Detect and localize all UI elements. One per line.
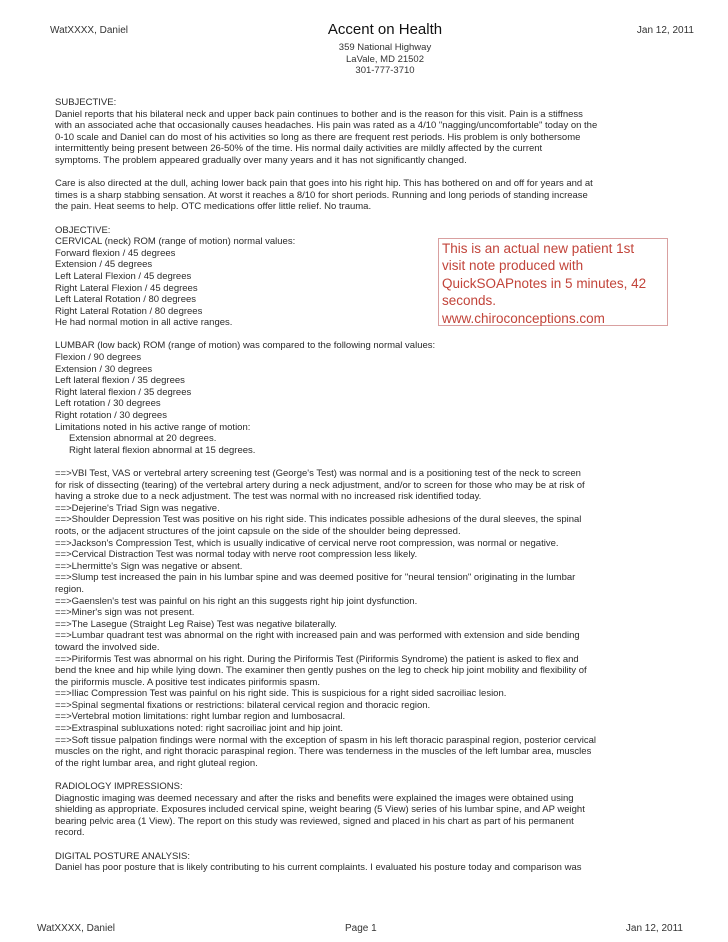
text-line: ==>Dejerine's Triad Sign was negative. — [55, 502, 220, 514]
text-line: ==>Shoulder Depression Test was positive on his right side. This indicates possible adhesions of the dural sleeves, the spinal — [55, 514, 582, 526]
text-line: ==>Lumbar quadrant test was abnormal on the right with increased pain and was performed with extension and side bending — [55, 630, 580, 642]
list-item: Left lateral flexion / 35 degrees — [55, 375, 185, 387]
text-line: 0-10 scale and Daniel can do most of his activities so long as there are frequent rest periods. His problem is only bothersome — [55, 131, 581, 143]
list-item: Left Lateral Flexion / 45 degrees — [55, 270, 192, 282]
text-line: the pain. Heat seems to help. OTC medications offer little relief. No trauma. — [55, 201, 372, 213]
text-line: ==>The Lasegue (Straight Leg Raise) Test was negative bilaterally. — [55, 618, 337, 630]
section-heading: DIGITAL POSTURE ANALYSIS: — [55, 850, 190, 862]
lumbar-rom-list — [55, 340, 667, 456]
text-line: bend the knee and hip while lying down. The examiner then gently pushes on the leg to check hip joint mobility and flexibility of — [55, 665, 587, 677]
text-line: for risk of dissecting (tearing) of the vertebral artery during a neck adjustment, and/or to screen for those who may be at risk of — [55, 479, 585, 491]
posture-section — [55, 851, 667, 874]
list-item: Right Lateral Rotation / 80 degrees — [55, 305, 203, 317]
section-heading: SUBJECTIVE: — [55, 97, 117, 108]
text-line: of the right lumbar area, and right gluteal region. — [55, 757, 258, 769]
list-item: Flexion / 90 degrees — [55, 352, 142, 364]
section-heading: OBJECTIVE: — [55, 224, 111, 236]
footer-page-number: Page 1 — [345, 923, 377, 934]
footer-patient-name: WatXXXX, Daniel — [37, 923, 115, 934]
address-street: 359 National Highway — [338, 42, 432, 53]
text-line: ==>Slump test increased the pain in his lumbar spine and was deemed positive for "neural tension" originating in the lumbar — [55, 572, 576, 584]
text-line: symptoms. The problem appeared gradually over many years and it has not significantly changed. — [55, 154, 467, 166]
text-line: bearing pelvic area (1 View). The report on this study was reviewed, signed and placed in his chart as part of his permanent — [55, 815, 574, 827]
text-line: ==>Iliac Compression Test was painful on his right side. This is suspicious for a right sided sacroiliac lesion. — [55, 688, 507, 700]
callout-line: This is an actual new patient 1st — [442, 241, 635, 256]
subjective-section — [55, 97, 667, 213]
text-line: region. — [55, 583, 85, 595]
list-item: Limitations noted in his active range of motion: — [55, 421, 251, 433]
text-line: toward the involved side. — [55, 641, 160, 653]
list-item: Extension / 30 degrees — [55, 363, 153, 375]
text-line: Care is also directed at the dull, aching lower back pain that goes into his right hip. This has bothered on and off for years and at — [55, 178, 593, 190]
text-line: intermittently being present between 26-50% of the time. His normal daily activities are mildly affected by the current — [55, 143, 543, 155]
text-line: with an associated ache that occasionally causes headaches. His pain was rated as a 4/10 "nagging/uncomfortable" today on the — [55, 120, 598, 132]
text-line: ==>Piriformis Test was abnormal on his right. During the Piriformis Test (Piriformis Syndrome) the patient is asked to flex and — [55, 653, 579, 665]
text-line: ==>Lhermitte's Sign was negative or absent. — [55, 560, 243, 572]
clinic-address — [0, 42, 728, 77]
list-item: He had normal motion in all active ranges. — [55, 317, 233, 329]
text-line: the piriformis muscle. A positive test indicates piriformis spasm. — [55, 676, 321, 688]
subjective-paragraph-1 — [55, 109, 667, 167]
text-line: ==>Gaenslen's test was painful on his right an this suggests right hip joint dysfunction. — [55, 595, 418, 607]
clinic-name: Accent on Health — [327, 21, 443, 38]
list-item: Right lateral flexion abnormal at 15 degrees. — [69, 444, 256, 456]
orthopedic-tests-section — [55, 468, 667, 769]
list-item: Left Lateral Rotation / 80 degrees — [55, 294, 197, 306]
callout-line: seconds. — [442, 293, 497, 309]
text-line: Daniel has poor posture that is likely contributing to his current complaints. I evaluated his posture today and comparison was — [55, 862, 582, 874]
text-line: ==>Miner's sign was not present. — [55, 607, 195, 619]
list-item: Forward flexion / 45 degrees — [55, 247, 176, 259]
address-phone: 301-777-3710 — [355, 65, 415, 76]
callout-line: visit note produced with — [442, 258, 584, 274]
footer-date: Jan 12, 2011 — [625, 923, 683, 934]
promo-callout-box — [438, 238, 668, 326]
text-line: Daniel reports that his bilateral neck and upper back pain continues to bother and is the reason for this visit. Pain is a stiffness — [55, 108, 583, 120]
list-item: Extension abnormal at 20 degrees. — [69, 433, 217, 445]
subjective-paragraph-2 — [55, 178, 667, 213]
note-body — [55, 97, 667, 874]
text-line: ==>Vertebral motion limitations: right lumbar region and lumbosacral. — [55, 711, 346, 723]
header-date: Jan 12, 2011 — [636, 25, 694, 36]
list-item: Left rotation / 30 degrees — [55, 398, 161, 410]
list-item: LUMBAR (low back) ROM (range of motion) was compared to the following normal values: — [55, 340, 436, 352]
callout-url: www.chiroconceptions.com — [442, 310, 605, 326]
list-item: Extension / 45 degrees — [55, 259, 153, 271]
radiology-section — [55, 781, 667, 839]
header-patient-name: WatXXXX, Daniel — [50, 25, 128, 36]
list-item: Right lateral flexion / 35 degrees — [55, 386, 192, 398]
text-line: ==>Cervical Distraction Test was normal today with nerve root compression less likely. — [55, 549, 418, 561]
section-heading: RADIOLOGY IMPRESSIONS: — [55, 781, 183, 793]
text-line: having a stroke due to a neck adjustment. The test was normal with no increased risk identified today. — [55, 491, 482, 503]
list-item: Right Lateral Flexion / 45 degrees — [55, 282, 198, 294]
list-item: CERVICAL (neck) ROM (range of motion) normal values: — [55, 236, 296, 248]
text-line: times is a sharp stabbing sensation. At worst it reaches a 8/10 for short periods. Running and long periods of standing increase — [55, 189, 588, 201]
text-line: ==>Jackson's Compression Test, which is usually indicative of cervical nerve root compression, was normal or negative. — [55, 537, 559, 549]
text-line: ==>Spinal segmental fixations or restrictions: bilateral cervical region and thoracic region. — [55, 699, 431, 711]
address-city: LaVale, MD 21502 — [346, 53, 424, 65]
text-line: ==>Soft tissue palpation findings were normal with the exception of spasm in his left thoracic paraspinal region, posterior cervical — [55, 734, 596, 746]
header-clinic-block — [0, 21, 728, 77]
text-line: shielding as appropriate. Exposures included cervical spine, weight bearing (5 View) series of his lumbar spine, and AP weight — [55, 804, 585, 816]
callout-line: QuickSOAPnotes in 5 minutes, 42 — [442, 275, 647, 291]
text-line: ==>VBI Test, VAS or vertebral artery screening test (George's Test) was normal and is a positioning test of the neck to screen — [55, 468, 581, 479]
text-line: ==>Extraspinal subluxations noted: right sacroiliac joint and hip joint. — [55, 723, 344, 735]
text-line: record. — [55, 827, 85, 839]
text-line: muscles on the right, and right thoracic paraspinal region. There was tenderness in the muscles of the left lumbar area, muscles — [55, 746, 592, 758]
text-line: roots, or the adjacent structures of the joint capsule on the side of the shoulder being depressed. — [55, 525, 461, 537]
text-line: Diagnostic imaging was deemed necessary and after the risks and benefits were explained the images were obtained using — [55, 792, 574, 804]
list-item: Right rotation / 30 degrees — [55, 410, 167, 422]
